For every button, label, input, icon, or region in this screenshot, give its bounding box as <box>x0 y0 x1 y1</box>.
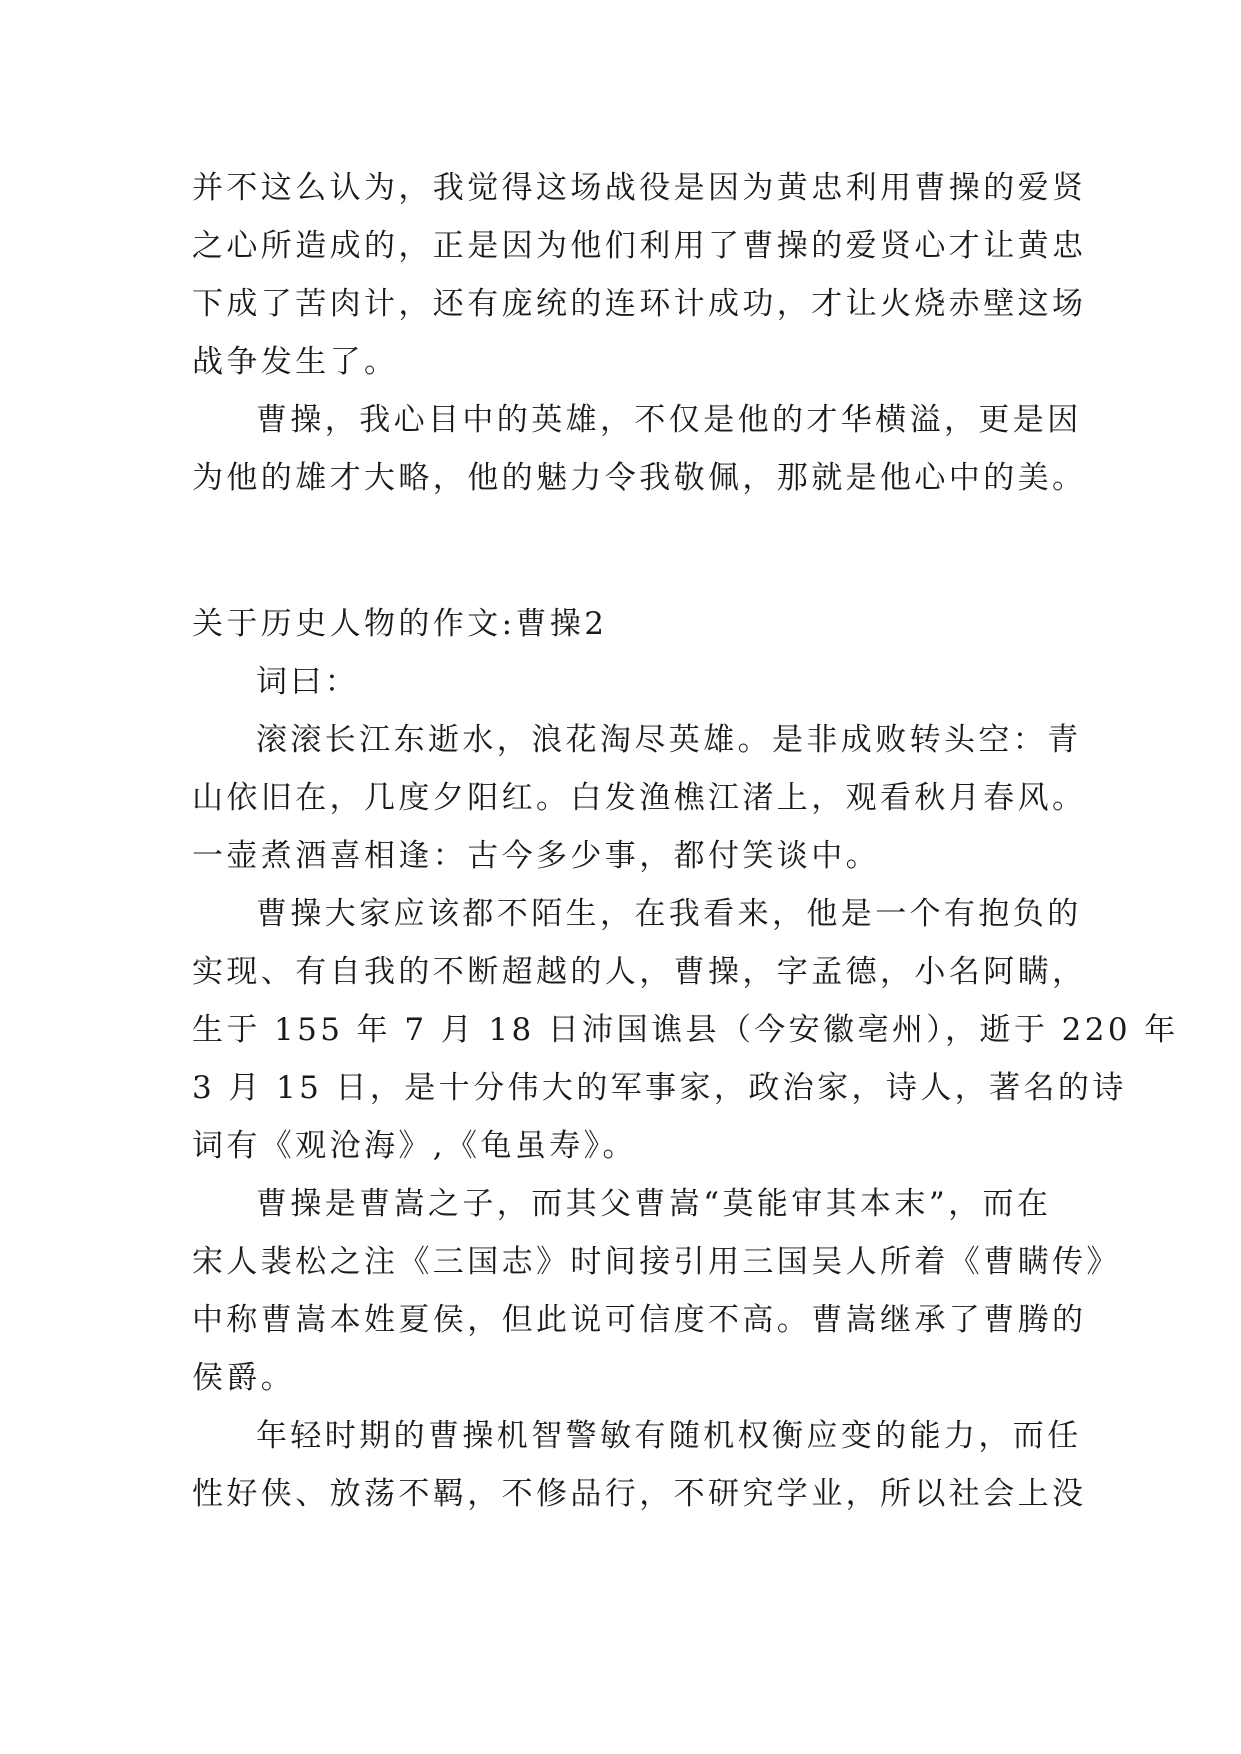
text-line: 3 月 15 日，是十分伟大的军事家，政治家，诗人，著名的诗 <box>192 1070 1127 1106</box>
text-line: 曹操，我心目中的英雄，不仅是他的才华横溢，更是因 <box>256 402 1082 438</box>
text-line: 战争发生了。 <box>192 344 399 380</box>
text-line: 曹操大家应该都不陌生，在我看来，他是一个有抱负的 <box>256 896 1082 932</box>
text-line: 宋人裴松之注《三国志》时间接引用三国吴人所着《曹瞒传》 <box>192 1244 1121 1280</box>
text-line: 词有《观沧海》,《龟虽寿》。 <box>192 1128 637 1164</box>
text-line: 下成了苦肉计，还有庞统的连环计成功，才让火烧赤壁这场 <box>192 286 1087 322</box>
text-line: 词曰： <box>256 664 360 700</box>
text-line: 性好侠、放荡不羁，不修品行，不研究学业，所以社会上没 <box>192 1476 1087 1512</box>
text-line: 滚滚长江东逝水，浪花淘尽英雄。是非成败转头空：青 <box>256 722 1082 758</box>
text-line: 曹操是曹嵩之子，而其父曹嵩“莫能审其本末”，而在 <box>256 1186 1052 1222</box>
text-line: 为他的雄才大略，他的魅力令我敬佩，那就是他心中的美。 <box>192 460 1087 496</box>
text-line: 中称曹嵩本姓夏侯，但此说可信度不高。曹嵩继承了曹腾的 <box>192 1302 1087 1338</box>
text-line: 之心所造成的，正是因为他们利用了曹操的爱贤心才让黄忠 <box>192 228 1087 264</box>
text-line: 实现、有自我的不断超越的人，曹操，字孟德，小名阿瞒， <box>192 954 1087 990</box>
section-title: 关于历史人物的作文:曹操2 <box>192 606 608 642</box>
text-line: 一壶煮酒喜相逢：古今多少事，都付笑谈中。 <box>192 838 880 874</box>
text-line: 山依旧在，几度夕阳红。白发渔樵江渚上，观看秋月春风。 <box>192 780 1087 816</box>
text-line: 并不这么认为，我觉得这场战役是因为黄忠利用曹操的爱贤 <box>192 170 1087 206</box>
text-line: 年轻时期的曹操机智警敏有随机权衡应变的能力，而任 <box>256 1418 1082 1454</box>
text-line: 侯爵。 <box>192 1360 296 1396</box>
text-line: 生于 155 年 7 月 18 日沛国谯县（今安徽亳州），逝于 220 年 <box>192 1012 1179 1048</box>
